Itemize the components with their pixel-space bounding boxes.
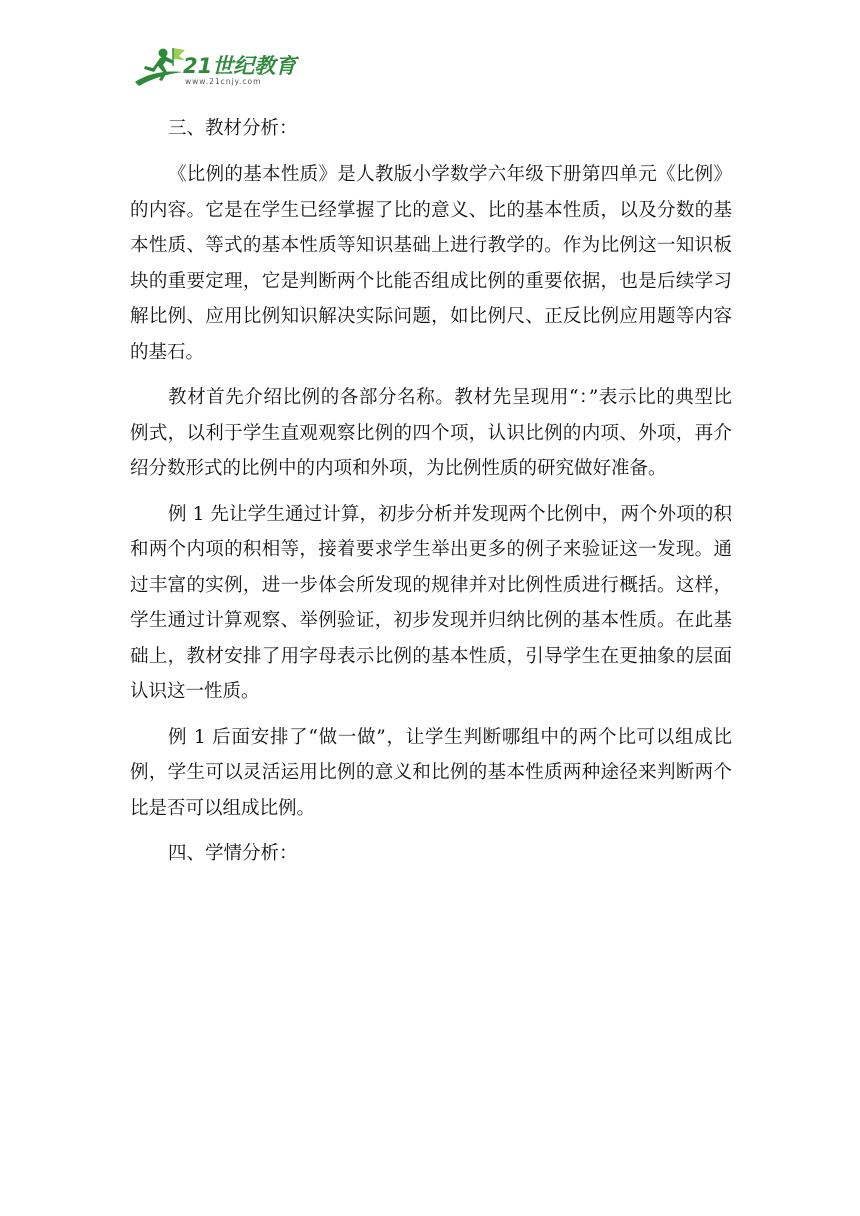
running-figure-logo-icon [133, 44, 189, 90]
paragraph-3: 例 1 先让学生通过计算，初步分析并发现两个比例中，两个外项的积和两个内项的积相等，接着要求学生举出更多的例子来验证这一发现。通过丰富的实例，进一步体会所发现的规律并对比例性质进行概括。这样，学生通过计算观察、举例验证，初步发现并归纳比例的基本性质。在此基础上，教材安排了用字母表示比例的基本性质，引导学生在更抽象的层面认识这一性质。 [130, 503, 732, 702]
section-heading-student-analysis: 四、学情分析： [168, 843, 298, 864]
section-heading-textbook-analysis: 三、教材分析： [168, 118, 298, 139]
logo-title: 21世纪教育 [183, 54, 297, 78]
paragraph-1: 《比例的基本性质》是人教版小学数学六年级下册第四单元《比例》的内容。它是在学生已经掌握了比的意义、比的基本性质，以及分数的基本性质、等式的基本性质等知识基础上进行教学的。作为比例这一知识板块的重要定理，它是判断两个比能否组成比例的重要依据，也是后续学习解比例、应用比例知识解决实际问题，如比例尺、正反比例应用题等内容的基石。 [130, 164, 732, 363]
paragraph-4: 例 1 后面安排了“做一做”，让学生判断哪组中的两个比可以组成比例，学生可以灵活运用比例的意义和比例的基本性质两种途径来判断两个比是否可以组成比例。 [130, 726, 732, 819]
paragraph-2: 教材首先介绍比例的各部分名称。教材先呈现用“：”表示比的典型比例式，以利于学生直观观察比例的四个项，认识比例的内项、外项，再介绍分数形式的比例中的内项和外项，为比例性质的研究做好准备。 [130, 387, 732, 479]
site-logo [133, 44, 323, 90]
logo-url: www.21cnjy.com [185, 77, 262, 86]
document-body [130, 113, 732, 870]
